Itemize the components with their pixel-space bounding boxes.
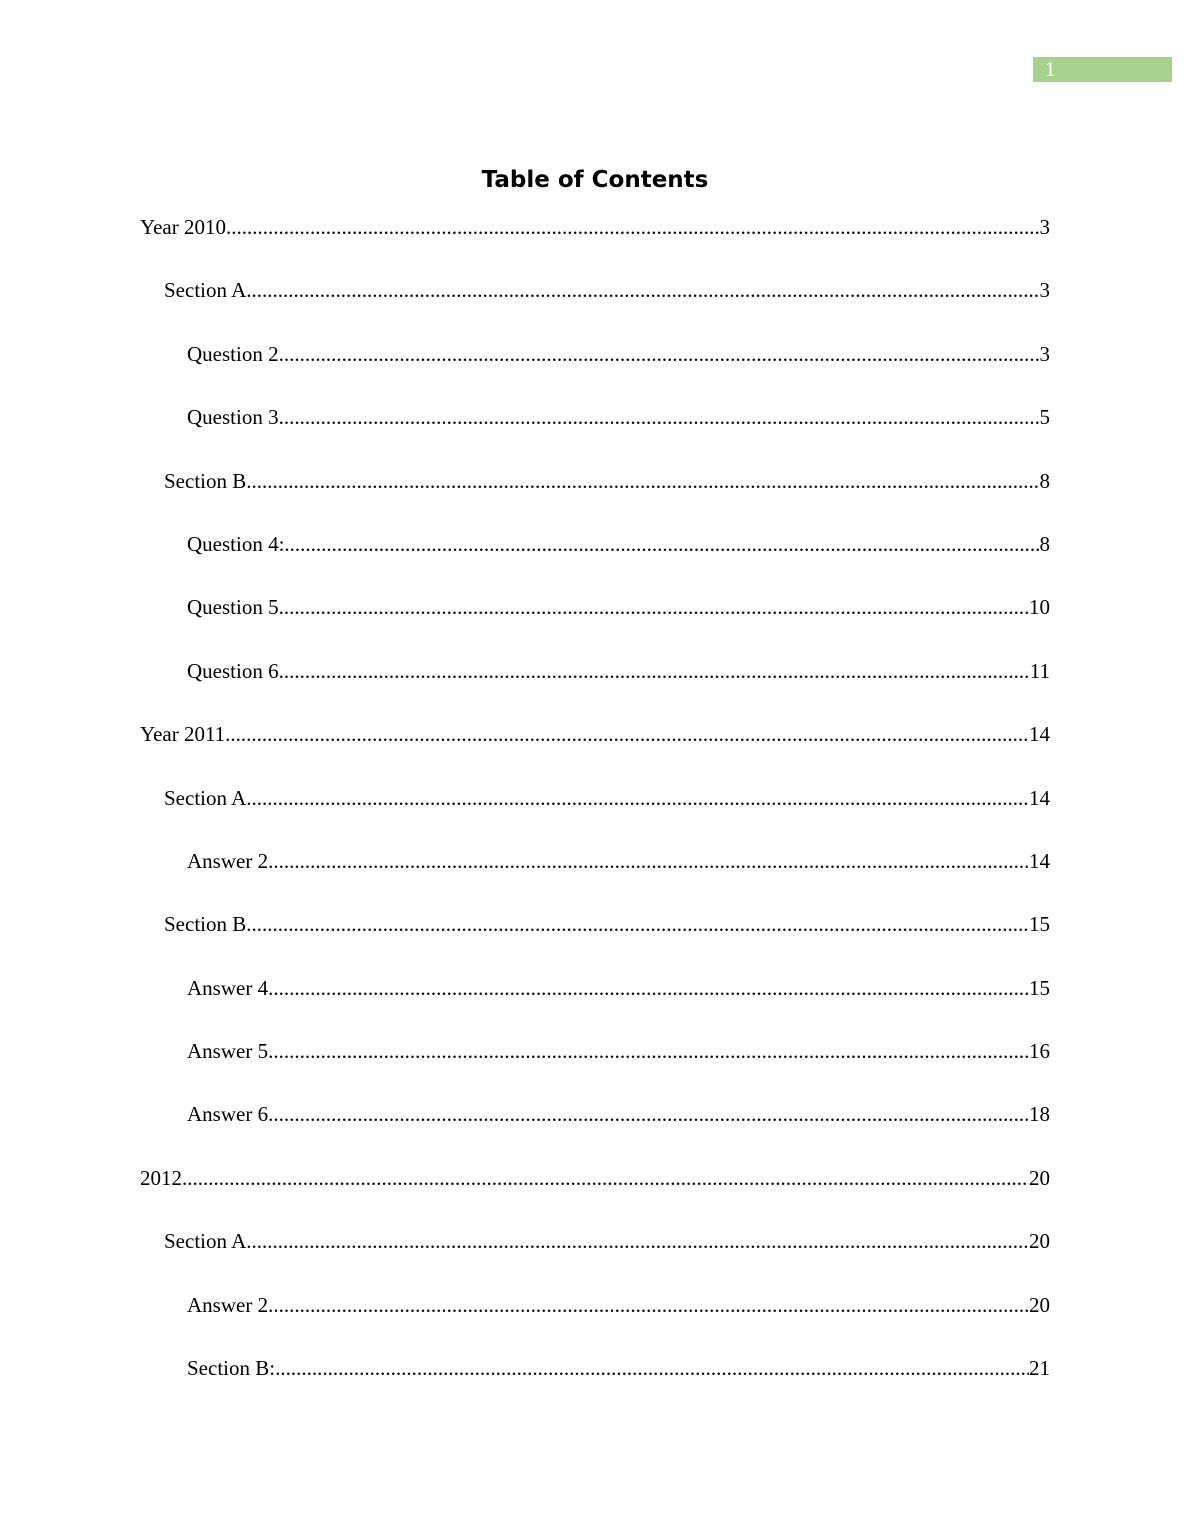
toc-entry-label: Answer 4 <box>187 975 269 1000</box>
toc-dot-leader <box>279 336 1040 372</box>
toc-entry-label: Answer 5 <box>187 1039 269 1064</box>
toc-entry[interactable] <box>140 526 1050 589</box>
toc-entry-page-number: 10 <box>1029 595 1050 620</box>
toc-entry-page-number: 3 <box>1039 278 1050 303</box>
toc-dot-leader <box>268 843 1029 879</box>
toc-title: Table of Contents <box>481 167 709 193</box>
toc-entry-label: Section A <box>164 1229 247 1254</box>
toc-entry-page-number: 15 <box>1029 912 1050 937</box>
toc-dot-leader <box>279 589 1029 625</box>
toc-entry-page-number: 18 <box>1029 1102 1050 1127</box>
toc-entry-label: Question 5 <box>187 595 279 620</box>
toc-entry-label: Question 4: <box>187 531 285 556</box>
toc-entry[interactable] <box>140 1033 1050 1096</box>
toc-dot-leader <box>268 1033 1029 1069</box>
toc-entry-label: Question 3 <box>187 405 279 430</box>
toc-entry-page-number: 3 <box>1039 215 1050 239</box>
toc-entry-label: Section B: <box>187 1356 276 1381</box>
toc-entry[interactable] <box>140 653 1050 716</box>
toc-entry-label: Question 6 <box>187 658 279 683</box>
toc-entry-page-number: 14 <box>1029 722 1050 747</box>
toc-dot-leader <box>246 780 1029 816</box>
toc-entry[interactable] <box>140 906 1050 969</box>
toc-entry-page-number: 14 <box>1029 785 1050 810</box>
toc-dot-leader <box>279 399 1040 435</box>
toc-entry-label: Section A <box>164 278 247 303</box>
toc-entry-page-number: 5 <box>1039 405 1050 430</box>
toc-entry-label: Section B <box>164 468 247 493</box>
toc-entry-label: Year 2010 <box>140 215 226 239</box>
toc-entry-page-number: 20 <box>1029 1292 1050 1317</box>
toc-entry-label: Answer 6 <box>187 1102 269 1127</box>
toc-entry[interactable] <box>140 970 1050 1033</box>
toc-entry[interactable] <box>140 272 1050 335</box>
toc-entry-page-number: 15 <box>1029 975 1050 1000</box>
toc-dot-leader <box>268 1287 1029 1323</box>
toc-list <box>140 209 1050 1413</box>
toc-dot-leader <box>246 272 1039 308</box>
toc-entry-page-number: 11 <box>1029 658 1050 683</box>
toc-entry-page-number: 21 <box>1029 1356 1050 1381</box>
toc-entry[interactable] <box>140 209 1050 272</box>
toc-dot-leader <box>246 1223 1029 1259</box>
toc-dot-leader <box>268 1096 1029 1132</box>
toc-dot-leader <box>182 1160 1029 1196</box>
toc-entry-page-number: 14 <box>1029 848 1050 873</box>
toc-dot-leader <box>284 526 1039 562</box>
toc-entry-page-number: 20 <box>1029 1229 1050 1254</box>
toc-entry-label: Answer 2 <box>187 1292 269 1317</box>
toc-dot-leader <box>268 970 1029 1006</box>
toc-entry[interactable] <box>140 843 1050 906</box>
toc-dot-leader <box>246 463 1039 499</box>
toc-entry[interactable] <box>140 1350 1050 1413</box>
toc-entry[interactable] <box>140 1096 1050 1159</box>
page-number: 1 <box>1033 57 1172 82</box>
toc-dot-leader <box>225 716 1029 752</box>
toc-entry-label: Question 2 <box>187 341 279 366</box>
toc-entry-page-number: 20 <box>1029 1165 1050 1190</box>
toc-entry[interactable] <box>140 780 1050 843</box>
toc-entry[interactable] <box>140 589 1050 652</box>
toc-entry[interactable] <box>140 399 1050 462</box>
toc-entry-label: Year 2011 <box>140 722 226 747</box>
toc-entry-page-number: 16 <box>1029 1039 1050 1064</box>
toc-entry-label: Section B <box>164 912 247 937</box>
toc-dot-leader <box>226 209 1040 245</box>
toc-entry[interactable] <box>140 336 1050 399</box>
toc-entry-page-number: 8 <box>1039 468 1050 493</box>
toc-entry-page-number: 8 <box>1039 531 1050 556</box>
toc-entry-page-number: 3 <box>1039 341 1050 366</box>
toc-dot-leader <box>246 906 1029 942</box>
toc-entry-label: Answer 2 <box>187 848 269 873</box>
toc-entry[interactable] <box>140 1223 1050 1286</box>
toc-entry[interactable] <box>140 463 1050 526</box>
toc-dot-leader <box>279 653 1030 689</box>
toc-entry[interactable] <box>140 1160 1050 1223</box>
toc-entry-label: Section A <box>164 785 247 810</box>
toc-entry-label: 2012 <box>140 1165 182 1190</box>
toc-entry[interactable] <box>140 1287 1050 1350</box>
toc-dot-leader <box>275 1350 1029 1386</box>
toc-entry[interactable] <box>140 716 1050 779</box>
